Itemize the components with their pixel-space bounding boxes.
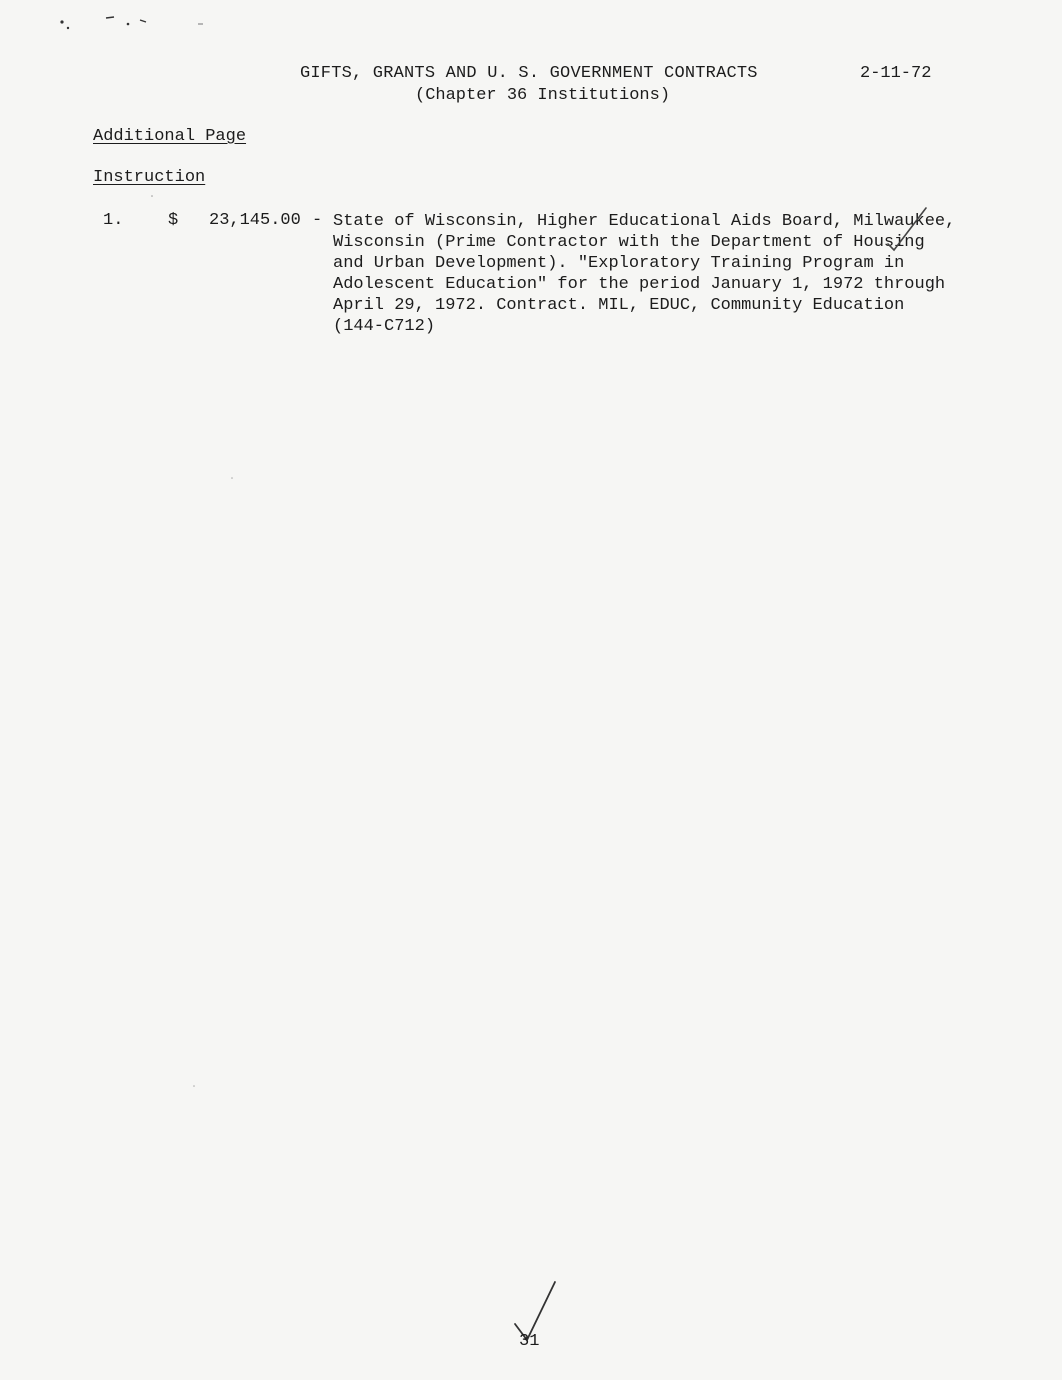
entry-line: April 29, 1972. Contract. MIL, EDUC, Community Education bbox=[333, 296, 905, 315]
entry-line: (144-C712) bbox=[333, 317, 436, 336]
entry-line: Adolescent Education" for the period January 1, 1972 through bbox=[333, 275, 946, 294]
entry-number: 1. bbox=[103, 211, 124, 230]
document-subtitle: (Chapter 36 Institutions) bbox=[415, 86, 671, 105]
entry-amount: 23,145.00 bbox=[209, 211, 301, 230]
entry-description bbox=[333, 211, 993, 337]
entry-line: and Urban Development). "Exploratory Training Program in bbox=[333, 254, 905, 273]
entry-dash: - bbox=[312, 211, 323, 230]
page-number: 31 bbox=[519, 1332, 540, 1351]
section-heading-additional-page: Additional Page bbox=[93, 127, 247, 146]
entry-line: State of Wisconsin, Higher Educational Aids Board, Milwaukee, bbox=[333, 212, 956, 231]
document-date: 2-11-72 bbox=[860, 64, 932, 83]
section-heading-instruction: Instruction bbox=[93, 168, 206, 187]
entry-line: Wisconsin (Prime Contractor with the Department of Housing bbox=[333, 233, 925, 252]
entry-currency: $ bbox=[168, 211, 179, 230]
document-title: GIFTS, GRANTS AND U. S. GOVERNMENT CONTRACTS bbox=[300, 64, 758, 83]
